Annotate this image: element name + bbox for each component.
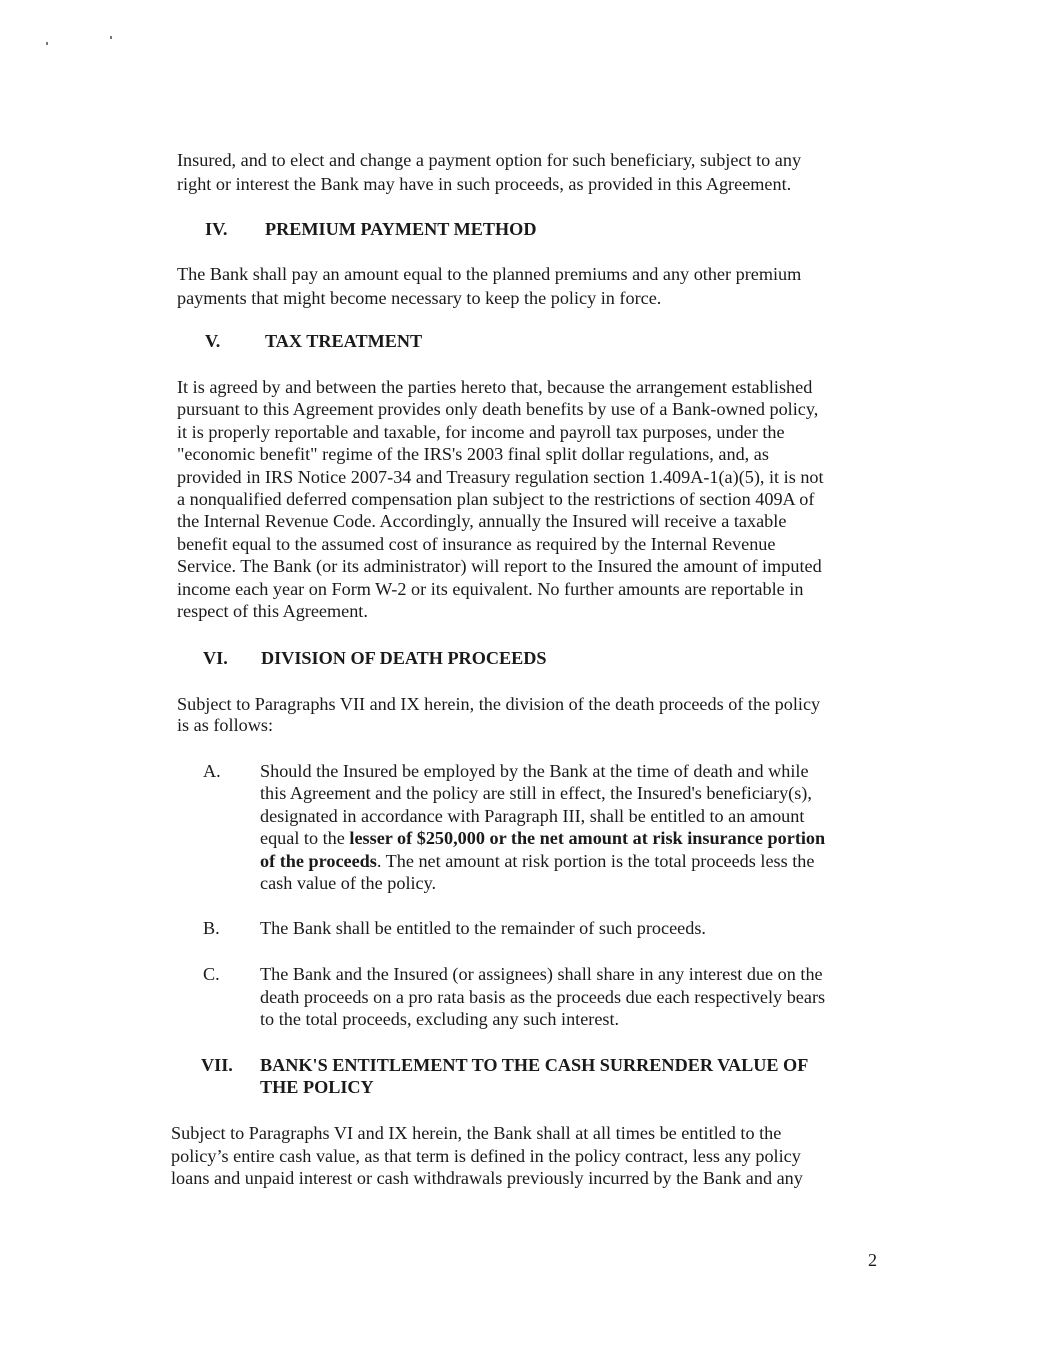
text-segment: provided in IRS Notice 2007-34 and Treasury regulation section 1.409A-1(a)(5), it is not bbox=[177, 466, 824, 487]
text-line bbox=[177, 264, 801, 284]
bold-text: of the proceeds bbox=[260, 850, 377, 871]
text-segment: loans and unpaid interest or cash withdrawals previously incurred by the Bank and any bbox=[171, 1168, 803, 1189]
section-heading: BANK'S ENTITLEMENT TO THE CASH SURRENDER VALUE OF bbox=[260, 1055, 809, 1075]
text-segment: payments that might become necessary to keep the policy in force. bbox=[177, 287, 662, 308]
text-segment: is as follows: bbox=[177, 715, 273, 735]
section-heading: PREMIUM PAYMENT METHOD bbox=[265, 219, 537, 239]
list-item-label: B. bbox=[203, 918, 220, 938]
text-segment: equal to the bbox=[260, 828, 350, 849]
text-line bbox=[177, 511, 786, 531]
page-number: 2 bbox=[868, 1250, 878, 1270]
text-line bbox=[177, 422, 785, 442]
text-line bbox=[177, 288, 661, 308]
text-segment: . The net amount at risk portion is the total proceeds less the bbox=[376, 850, 815, 871]
text-segment: cash value of the policy. bbox=[260, 873, 437, 893]
text-line bbox=[171, 1123, 781, 1143]
text-segment: to the total proceeds, excluding any such interest. bbox=[260, 1009, 620, 1030]
section-heading: DIVISION OF DEATH PROCEEDS bbox=[261, 648, 547, 668]
text-segment: Insured, and to elect and change a payment option for such beneficiary, subject to any bbox=[177, 150, 802, 170]
text-segment: benefit equal to the assumed cost of insurance as required by the Internal Revenue bbox=[177, 533, 776, 554]
text-segment: Subject to Paragraphs VII and IX herein, the division of the death proceeds of the policy bbox=[177, 694, 821, 714]
section-number: VI. bbox=[203, 648, 228, 668]
text-line bbox=[177, 579, 803, 599]
text-line bbox=[177, 489, 814, 509]
text-segment: Subject to Paragraphs VI and IX herein, the Bank shall at all times be entitled to the bbox=[171, 1123, 782, 1143]
text-line bbox=[171, 1168, 803, 1188]
text-line bbox=[177, 601, 368, 621]
text-segment: Service. The Bank (or its administrator) will report to the Insured the amount of imputed bbox=[177, 556, 822, 577]
section-number: IV. bbox=[205, 219, 228, 239]
text-segment: income each year on Form W-2 or its equivalent. No further amounts are reportable in bbox=[177, 578, 804, 599]
text-line bbox=[177, 556, 822, 576]
scan-speck bbox=[46, 42, 48, 45]
text-segment: it is properly reportable and taxable, for income and payroll tax purposes, under the bbox=[177, 421, 785, 442]
text-segment: death proceeds on a pro rata basis as the proceeds due each respectively bears bbox=[260, 986, 826, 1007]
text-line bbox=[177, 534, 775, 554]
text-line bbox=[177, 694, 820, 714]
text-segment: The Bank shall pay an amount equal to the planned premiums and any other premium bbox=[177, 264, 802, 284]
text-line bbox=[260, 761, 809, 781]
text-segment: pursuant to this Agreement provides only death benefits by use of a Bank-owned policy, bbox=[177, 399, 819, 420]
text-segment: a nonqualified deferred compensation plan subject to the restrictions of section 409A of bbox=[177, 489, 815, 509]
text-line bbox=[177, 377, 812, 397]
text-line bbox=[171, 1146, 801, 1166]
section-number: V. bbox=[205, 331, 221, 351]
text-line bbox=[260, 873, 436, 893]
text-segment: Should the Insured be employed by the Bank at the time of death and while bbox=[260, 761, 809, 781]
section-heading: TAX TREATMENT bbox=[265, 331, 423, 351]
text-segment: The Bank and the Insured (or assignees) shall share in any interest due on the bbox=[260, 964, 823, 984]
text-segment: The Bank shall be entitled to the remainder of such proceeds. bbox=[260, 918, 706, 938]
section-number: VII. bbox=[201, 1055, 233, 1075]
text-line bbox=[260, 918, 706, 938]
text-segment: It is agreed by and between the parties hereto that, because the arrangement established bbox=[177, 377, 813, 397]
text-segment: policy’s entire cash value, as that term is defined in the policy contract, less any policy bbox=[171, 1145, 801, 1166]
text-line bbox=[260, 783, 812, 803]
section-heading: THE POLICY bbox=[260, 1077, 374, 1097]
text-line bbox=[177, 150, 801, 170]
text-line bbox=[260, 964, 823, 984]
text-line bbox=[260, 806, 804, 826]
list-item-label: C. bbox=[203, 964, 220, 984]
text-segment: this Agreement and the policy are still in effect, the Insured's beneficiary(s), bbox=[260, 783, 812, 804]
text-line bbox=[177, 444, 769, 464]
text-segment: right or interest the Bank may have in such proceeds, as provided in this Agreement. bbox=[177, 173, 792, 194]
text-segment: respect of this Agreement. bbox=[177, 601, 368, 621]
text-line bbox=[260, 987, 825, 1007]
text-segment: the Internal Revenue Code. Accordingly, annually the Insured will receive a taxable bbox=[177, 511, 787, 532]
text-line bbox=[177, 174, 791, 194]
text-line bbox=[260, 851, 814, 871]
text-segment: designated in accordance with Paragraph III, shall be entitled to an amount bbox=[260, 805, 805, 826]
scan-speck bbox=[110, 36, 112, 39]
text-line bbox=[177, 399, 818, 419]
list-item-label: A. bbox=[203, 761, 221, 781]
text-line bbox=[177, 467, 824, 487]
text-line bbox=[260, 1009, 619, 1029]
bold-text: lesser of $250,000 or the net amount at risk insurance portion bbox=[349, 828, 826, 849]
text-segment: "economic benefit" regime of the IRS's 2003 final split dollar regulations, and, as bbox=[177, 444, 769, 465]
text-line bbox=[177, 715, 273, 735]
text-line bbox=[260, 828, 825, 848]
